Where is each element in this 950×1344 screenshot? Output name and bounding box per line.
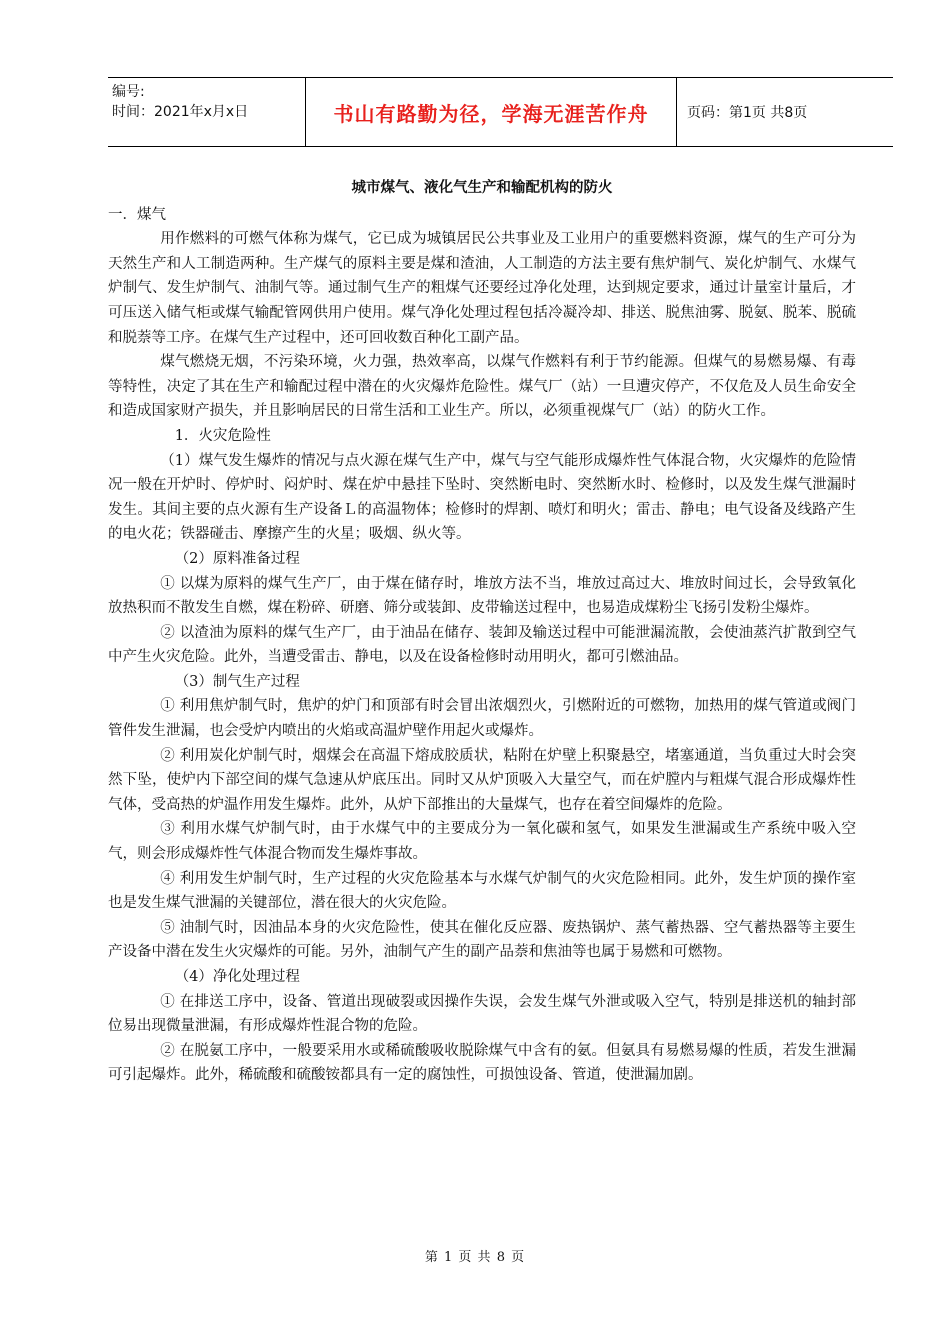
paragraph: ① 利用焦炉制气时，焦炉的炉门和顶部有时会冒出浓烟烈火，引燃附近的可燃物，加热用的煤气管道或阀门管件发生泄漏，也会受炉内喷出的火焰或高温炉壁作用起火或爆炸。	[108, 698, 856, 740]
document-number-label: 编号:	[112, 84, 145, 100]
paragraph: ② 在脱氨工序中，一般要采用水或稀硫酸吸收脱除煤气中含有的氨。但氨具有易燃易爆的性质，若发生泄漏可引起爆炸。此外，稀硫酸和硫酸铵都具有一定的腐蚀性，可损蚀设备、管道，使泄漏加剧。	[108, 1042, 856, 1084]
document-header	[108, 77, 893, 147]
page-footer: 第 1 页 共 8 页	[424, 1250, 526, 1265]
paragraph: ③ 利用水煤气炉制气时，由于水煤气中的主要成分为一氧化碳和氢气，如果发生泄漏或生产系统中吸入空气，则会形成爆炸性气体混合物而发生爆炸事故。	[108, 821, 856, 863]
paragraph: ④ 利用发生炉制气时，生产过程的火灾危险基本与水煤气炉制气的火灾危险相同。此外，发生炉顶的操作室也是发生煤气泄漏的关键部位，潜在很大的火灾危险。	[108, 870, 856, 912]
header-motto: 书山有路勤为径，学海无涯苦作舟	[306, 78, 677, 146]
section-heading: 1．火灾危险性	[174, 427, 271, 444]
header-meta	[108, 78, 306, 146]
paragraph: ① 以煤为原料的煤气生产厂，由于煤在储存时，堆放方法不当，堆放过高过大、堆放时间过长，会导致氧化放热积而不散发生自燃，煤在粉碎、研磨、筛分或装卸、皮带输送过程中，也易造成煤粉尘飞扬引发粉尘爆炸。	[108, 575, 856, 617]
header-page-label: 页码：第1页 共8页	[687, 105, 808, 121]
paragraph: ⑤ 油制气时，因油品本身的火灾危险性，使其在催化反应器、废热锅炉、蒸气蓄热器、空气蓄热器等主要生产设备中潜在发生火灾爆炸的可能。另外，油制气产生的副产品萘和焦油等也属于易燃和可燃物。	[108, 919, 856, 961]
document-title: 城市煤气、液化气生产和输配机构的防火	[351, 180, 613, 196]
document-body	[108, 176, 856, 1088]
paragraph: ② 利用炭化炉制气时，烟煤会在高温下熔成胶质状，粘附在炉壁上积聚悬空，堵塞通道，当负重过大时会突然下坠，使炉内下部空间的煤气急速从炉底压出。同时又从炉顶吸入大量空气，而在炉膛内与粗煤气混合形成爆炸性气体，受高热的炉温作用发生爆炸。此外，从炉下部推出的大量煤气，也存在着空间爆炸的危险。	[108, 747, 856, 813]
paragraph: ① 在排送工序中，设备、管道出现破裂或因操作失误，会发生煤气外泄或吸入空气，特别是排送机的轴封部位易出现微量泄漏，有形成爆炸性混合物的危险。	[108, 993, 856, 1035]
paragraph: 煤气燃烧无烟，不污染环境，火力强，热效率高，以煤气作燃料有利于节约能源。但煤气的易燃易爆、有毒等特性，决定了其在生产和输配过程中潜在的火灾爆炸危险性。煤气厂（站）一旦遭灾停产，不仅危及人员生命安全和造成国家财产损失，并且影响居民的日常生活和工业生产。所以，必须重视煤气厂（站）的防火工作。	[108, 354, 856, 420]
paragraph: 一．煤气	[108, 206, 166, 223]
section-heading: （2）原料准备过程	[174, 550, 300, 567]
document-time-label: 时间：2021年x月x日	[112, 104, 249, 120]
section-heading: （4）净化处理过程	[174, 969, 300, 985]
section-heading: （3）制气生产过程	[174, 673, 300, 690]
paragraph: （1）煤气发生爆炸的情况与点火源在煤气生产中，煤气与空气能形成爆炸性气体混合物，火灾爆炸的危险情况一般在开炉时、停炉时、闷炉时、煤在炉中悬挂下坠时、突然断电时、突然断水时、检修时，以及发生煤气泄漏时发生。其间主要的点火源有生产设备Ｌ的高温物体；检修时的焊割、喷灯和明火；雷击、静电；电气设备及线路产生的电火花；铁器碰击、摩擦产生的火星；吸烟、纵火等。	[108, 452, 856, 543]
paragraph: 用作燃料的可燃气体称为煤气，它已成为城镇居民公共事业及工业用户的重要燃料资源，煤气的生产可分为天然生产和人工制造两种。生产煤气的原料主要是煤和渣油，人工制造的方法主要有焦炉制气、炭化炉制气、水煤气炉制气、发生炉制气、油制气等。通过制气生产的粗煤气还要经过净化处理，达到规定要求，通过计量室计量后，才可压送入储气柜或煤气输配管网供用户使用。煤气净化处理过程包括冷凝冷却、排送、脱焦油雾、脱氨、脱苯、脱硫和脱萘等工序。在煤气生产过程中，还可回收数百种化工副产品。	[108, 231, 856, 346]
paragraph: ② 以渣油为原料的煤气生产厂，由于油品在储存、装卸及输送过程中可能泄漏流散，会使油蒸汽扩散到空气中产生火灾危险。此外，当遭受雷击、静电，以及在设备检修时动用明火，都可引燃油品。	[108, 624, 856, 666]
